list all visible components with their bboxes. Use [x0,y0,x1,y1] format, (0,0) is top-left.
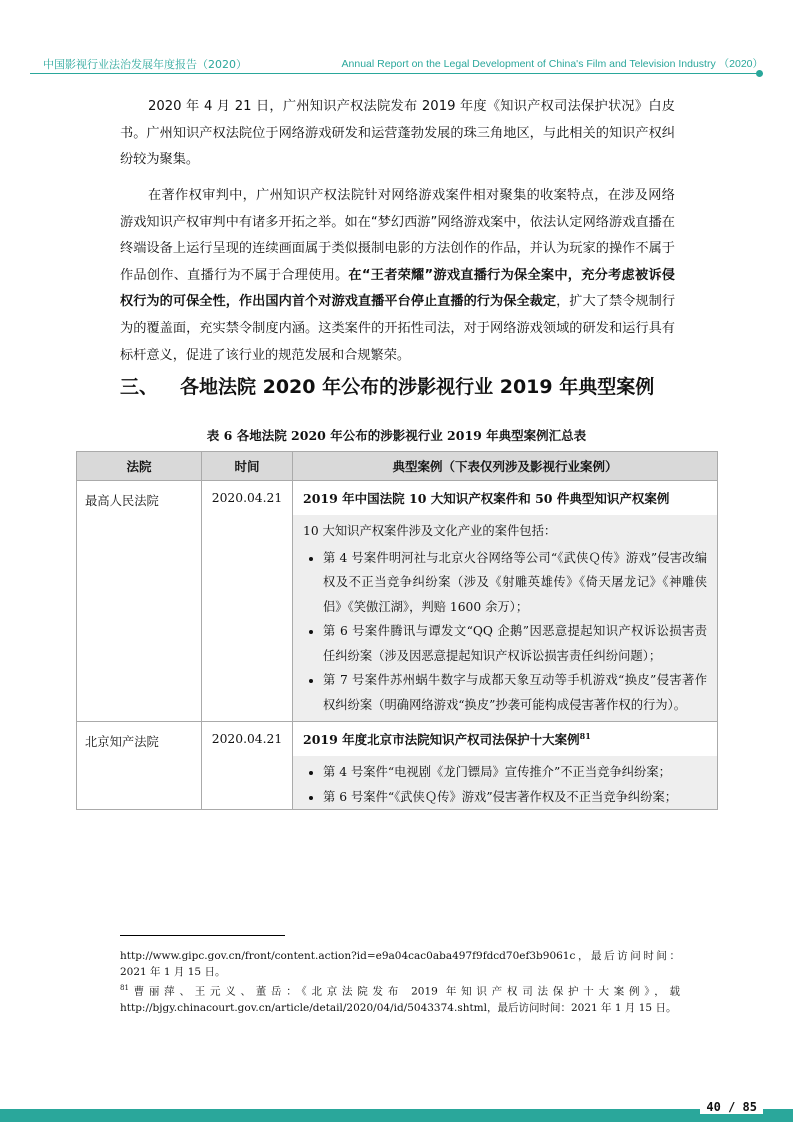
header-cases: 典型案例（下表仅列涉及影视行业案例） [293,452,718,481]
court-cell: 最高人民法院 [77,481,202,722]
footnote-2-text: 曹丽萍、王元义、董岳：《北京法院发布 2019 年知识产权司法保护十大案例》，载 http://bjgy.chinacourt.gov.cn/article/detail/2020/04/id/5043374.shtml，最后访问时间：2021 年 1 月 15 日。 [120,985,680,1014]
date-cell: 2020.04.21 [202,722,293,810]
case-group-title: 2019 年中国法院 10 大知识产权案件和 50 件典型知识产权案例 [303,491,670,506]
cases-cell [293,722,718,810]
case-group-body [293,756,717,809]
section-heading [120,372,654,399]
table-row [77,481,718,722]
table-caption: 表 6 各地法院 2020 年公布的涉影视行业 2019 年典型案例汇总表 [206,428,587,443]
list-item: • 第 7 号案件苏州蜗牛数字与成都天象互动等手机游戏“换皮”侵害著作权纠纷案（明确网络游戏“换皮”抄袭可能构成侵害著作权的行为）。 [323,668,707,717]
section-title: 各地法院 2020 年公布的涉影视行业 2019 年典型案例 [180,376,655,398]
paragraph-2-text: 在著作权审判中，广州知识产权法院针对网络游戏案件相对聚集的收案特点，在涉及网络游戏知识产权审判中有诸多开拓之举。如在“梦幻西游”网络游戏案中，依法认定网络游戏直播在终端设备上运行呈现的连续画面属于类似摄制电影的方法创作的作品，并认为玩家的操作不属于作品创作、直播行为不属于合理使用。 [120,188,675,283]
header-title-en: Annual Report on the Legal Development of China's Film and Television Industry （2020） [341,58,763,70]
cases-table [76,451,718,810]
table-header-row [77,452,718,481]
paragraph-2 [120,183,675,369]
court-cell: 北京知产法院 [77,722,202,810]
paragraph-2-bold: 在“王者荣耀”游戏直播行为保全案中，充分考虑被诉侵权行为的可保全性，作出国内首个对游戏直播平台停止直播的行为保全裁定 [120,267,675,310]
case-group-title-text: 2019 年度北京市法院知识产权司法保护十大案例 [303,732,580,747]
case-group-title [293,722,717,756]
date-cell: 2020.04.21 [202,481,293,722]
footnote-separator [120,935,285,936]
case-intro: 10 大知识产权案件涉及文化产业的案件包括： [303,524,557,538]
paragraph-2-tail: ，扩大了禁令规制行为的覆盖面，充实禁令制度内涵。这类案件的开拓性司法，对于网络游戏领域的研发和运行具有标杆意义，促进了该行业的规范发展和合规繁荣。 [120,294,676,363]
paragraph-1-text: 2020 年 4 月 21 日，广州知识产权法院发布 2019 年度《知识产权司法保护状况》白皮书。广州知识产权法院位于网络游戏研发和运营蓬勃发展的珠三角地区，与此相关的知识产权纠纷较为聚集。 [120,99,675,168]
page-number: 40 / 85 [700,1100,763,1114]
header-rule [30,73,763,74]
footnote-2 [120,980,680,1016]
cases-cell [293,481,718,722]
case-group-body [293,515,717,721]
footnote-mark-81: 81 [120,984,129,992]
footnote-ref-81[interactable]: 81 [579,730,591,741]
list-item: • 第 4 号案件明河社与北京火谷网络等公司“《武侠Ｑ传》游戏”侵害改编权及不正当竞争纠纷案（涉及《射雕英雄传》《倚天屠龙记》《神雕侠侣》《笑傲江湖》，判赔 1600 余万）； [323,546,707,620]
list-item: • 第 6 号案件“《武侠Ｑ传》游戏”侵害著作权及不正当竞争纠纷案； [323,785,707,810]
page-footer-bar [0,1109,793,1122]
header-date: 时间 [202,452,293,481]
header-rule-dot [756,70,763,77]
header-court: 法院 [77,452,202,481]
paragraph-1 [120,94,675,174]
footnote-1: http://www.gipc.gov.cn/front/content.action?id=e9a04cac0aba497f9fdcd70ef3b9061c，最后访问时间：2021 年 1 月 15 日。 [120,950,680,978]
list-item: • 第 6 号案件腾讯与谭发文“QQ 企鹅”因恶意提起知识产权诉讼损害责任纠纷案（涉及因恶意提起知识产权诉讼损害责任纠纷问题）； [323,619,707,668]
section-number: 三、 [120,376,159,398]
table-row [77,722,718,810]
list-item: • 第 4 号案件“电视剧《龙门镖局》宣传推介”不正当竞争纠纷案； [323,760,707,785]
case-list [303,546,707,718]
case-list [303,760,707,809]
header-title-cn: 中国影视行业法治发展年度报告（2020） [43,58,247,71]
